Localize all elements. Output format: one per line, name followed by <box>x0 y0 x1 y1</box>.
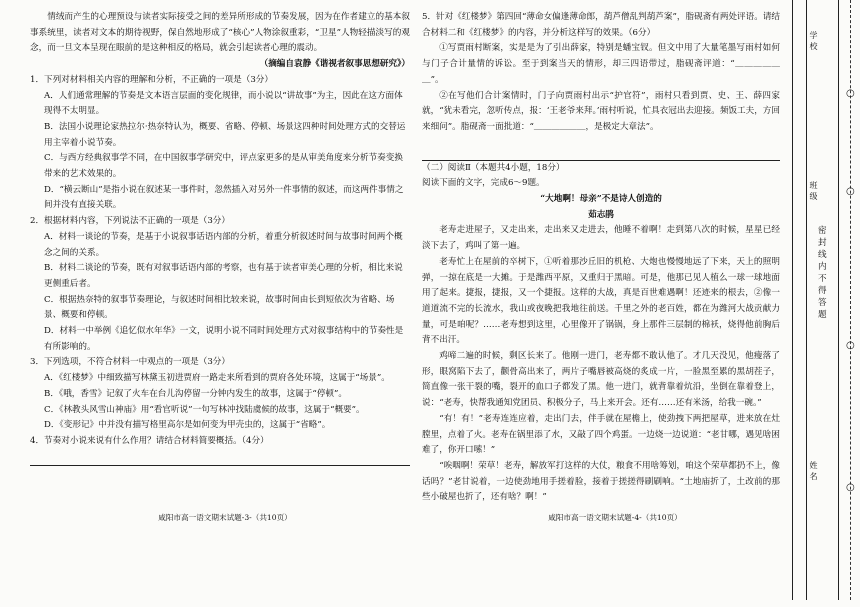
binding-notice: 密封线内不得答题 <box>818 226 827 320</box>
binding-line <box>792 0 793 600</box>
question-5-item-2: ②在写他们合计案情时，门子向贾雨村出示“护官符”，雨村只看到贾、史、王、薛四家就，“犹未看完，忽听传点，报：‘王老爷来拜。’雨村听说，忙具衣冠出去迎接。频饭工夫，方回来细问”。脂砚斋一面批道：“＿＿＿＿＿＿，是极定大章法”。 <box>422 90 780 132</box>
story-author: 茹志鹃 <box>588 209 614 220</box>
question-2-option-c: C．根据热奈特的叙事节奏理论，与叙述时间相比较来说，故事时间由长到短依次为省略、场景、概要和停顿。 <box>44 294 395 321</box>
story-title: “大地啊！母亲”不是诗人创造的 <box>540 194 662 205</box>
question-1-stem: 1．下列对材料相关内容的理解和分析，不正确的一项是（3分） <box>30 74 273 85</box>
question-1-option-b: B．法国小说理论家热拉尔·热奈特认为，概要、省略、停顿、场景这四种时间处理方式的交替运用主宰着小说节奏。 <box>44 121 406 148</box>
question-2-option-d: D．材料一中举例《追忆似水年华》一文，说明小说不同时间处理方式对叙事结构中的节奏性是有所影响的。 <box>44 326 404 352</box>
right-page-footer: 咸阳市高一语文期末试题-4-（共10页） <box>548 513 682 522</box>
binding-line <box>806 0 807 600</box>
question-5-item-1: ①写贾雨村断案，实是是为了引出薛家，特别是蟠宝钗。但文中用了大量笔墨写雨村如何与门子合计量情的诉讼。至于到案当天的情形，却三四语带过，脂砚斋评道：“＿＿＿＿＿＿”。 <box>422 43 780 85</box>
question-2-option-b: B．材料二谈论的节奏，既有对叙事话语内部的考察，也有基于读者审美心理的分析，相比来说更侧重后者。 <box>44 263 403 289</box>
question-2-option-a: A．材料一谈论的节奏，是基于小说叙事话语内部的分析，着重分析叙述时间与故事时间两个概念之间的关系。 <box>44 231 403 258</box>
story-paragraph: “有！有！”老寿连连应着，走出门去，伴手就在屋檐上，使劲拽下两把屋草，进来放在灶膛里，点着了火。老寿在锅里添了水，又敲了四个鸡蛋。一边烧一边说道：“老甘哪，遇见啥困难了，你开口嗦！” <box>422 413 780 456</box>
story-paragraph: 老寿忙上在屋前的卒树下，①听着那沙丘旧的机枪、大炮也慢慢地远了下来，天上的照明弹，一掠在底是一大摊。于是潍西平原，又重归于黑暗。可是，他那已见人植么一球一球地面用了起来。捷报，捷报，又一个捷报。这样的大战，真是百世难遇啊！还迹来的根去，②像一道道流不完的长流水，我山或夜晚把我地往前送。千里之外的老百姓，都在为潍河大战贡献力量，可是咱呢？……老寿想到这里，心里像开了锅锅，身上那件三层制的棉袄，烧得他前胸后背不出汗。 <box>422 256 780 346</box>
story-paragraph: “唉咽啊！荣草！老寿，解放军打这样的大仗，粮食不用啥筹划，咱这个荣草都扔不上，像话吗？”老甘说着，一边使劲地用手搓着脸，接着于搓搓得刷刷响。“土地庙折了，土改前的那些小破屋也折了，还有啥？啊！” <box>422 460 780 503</box>
question-4-stem: 4．节奏对小说来说有什么作用？请结合材料简要概括。（4分） <box>30 435 269 446</box>
question-3-option-d: D．《变形记》中并没有描写格里高尔是如何变为甲壳虫的，这属于“省略”。 <box>44 420 331 431</box>
section-instruction: 阅读下面的文字，完成6～9题。 <box>422 178 545 189</box>
seal-mark-icon: ○ <box>846 88 855 99</box>
right-page <box>422 10 780 506</box>
question-1-option-c: C．与西方经典叙事学不同，在中国叙事学研究中，评点家更多的是从审美角度来分析节奏变换带来的艺术效果的。 <box>44 153 403 180</box>
binding-line <box>838 0 839 600</box>
left-page-footer: 咸阳市高一语文期末试题-3-（共10页） <box>158 513 292 522</box>
seal-mark-icon: ○ <box>846 340 855 351</box>
seal-mark-icon: ○ <box>846 482 855 493</box>
left-page <box>30 10 410 466</box>
question-1-option-a: A．人们通常理解的节奏是文本语言层面的变化规律，而小说以“讲故事”为主，因此在这方面体现得不太明显。 <box>44 90 403 117</box>
passage-intro: 情绒而产生的心理预设与读者实际接受之间的差异所形成的节奏发展，因为在作者建立的基本叙事系统里，读者对文本的期待视野，保自然地形成了“核心”人物涂叙重彩，“卫星”人物轻描淡写的观念，而一旦文本呈现在眼前的是这种相反的格局，就会引起读者心理的震动。 <box>30 12 410 54</box>
section-header: （二）阅读Ⅱ（本题共4小题，18分） <box>422 162 565 173</box>
question-3-stem: 3．下列选项，不符合材料一中观点的一项是（3分） <box>30 357 230 368</box>
question-2-stem: 2．根据材料内容，下列说法不正确的一项是（3分） <box>30 216 230 227</box>
binding-school-label: 学校 <box>809 31 818 51</box>
binding-class-label: 班级 <box>809 181 818 201</box>
question-3-option-b: B．《哦，香雪》记叙了火车在台儿沟停留一分钟内发生的故事，这属于“停顿”。 <box>44 388 347 399</box>
question-4-answer-line[interactable] <box>30 450 410 466</box>
story-paragraph: 老寿走进屋子，又走出来，走出来又走进去，他睡不着啊！走到第八次的时候，星星已经淡下去了，鸡叫了第一遍。 <box>422 225 780 252</box>
question-3-option-c: C．《林教头风雪山神庙》用“看官听说”一句写林冲找陆虞候的故事，这属于“概要”。 <box>44 404 365 415</box>
question-3-option-a: A．《红楼梦》中细致描写林黛玉初进贾府一路走来所看到的贾府各处环境，这属于“场景”。 <box>44 373 390 384</box>
question-5-stem: 5．针对《红楼梦》第四回“薄命女偏逢薄命郎，葫芦僧乱判葫芦案”，脂砚斋有两处评语。请结合材料二和《红楼梦》的内容，并分析这样写的效果。（6分） <box>422 12 781 38</box>
seal-mark-icon: ○ <box>846 186 855 197</box>
passage-source: （摘编自袁静《谐视者叙事思想研究》） <box>259 59 410 70</box>
story-paragraph: 鸡啼二遍的时候，剩区长来了。他刚一进门，老寿都不敢认他了。才几天没见，他瘦落了形，眼窝陷下去了，颧骨高出来了，两片子嘴唇被高烧的炙成一片，一脸黑至累的黑胡茬子，简直像一张干裂的嘴，裂开的血口子都发了黑。他一进门，就背靠着炕沿，坐倒在靠着登上，说：“老寿，快帮我通知党团员、积极分子，马上来开会。还有……还有米汤，给我一碗。” <box>422 351 780 409</box>
question-1-option-d: D．“横云断山”是指小说在叙述某一事件时，忽然插入对另外一件事情的叙述，而这两件事情之间并没有直接关联。 <box>44 184 404 211</box>
binding-name-label: 姓名 <box>809 461 818 481</box>
question-5-answer-line[interactable] <box>422 136 780 161</box>
